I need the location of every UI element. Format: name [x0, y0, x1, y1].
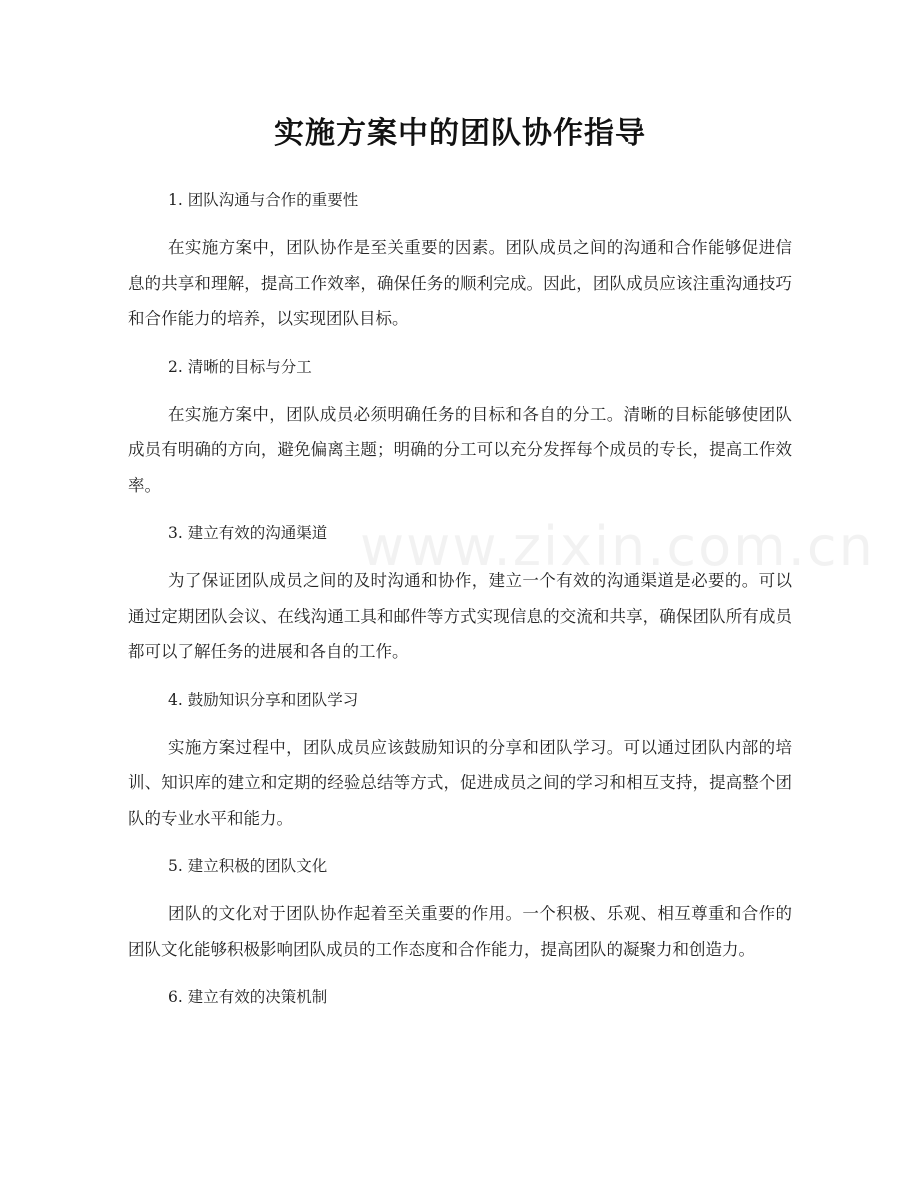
document-title: 实施方案中的团队协作指导: [274, 116, 646, 151]
section-heading-5: 5. 建立积极的团队文化: [168, 857, 328, 875]
section-paragraph-1: 在实施方案中，团队协作是至关重要的因素。团队成员之间的沟通和合作能够促进信息的共享和理解，提高工作效率，确保任务的顺利完成。因此，团队成员应该注重沟通技巧和合作能力的培养，以实现团队目标。: [128, 238, 792, 328]
section-paragraph-2: 在实施方案中，团队成员必须明确任务的目标和各自的分工。清晰的目标能够使团队成员有明确的方向，避免偏离主题；明确的分工可以充分发挥每个成员的专长，提高工作效率。: [128, 404, 792, 495]
section-heading-3: 3. 建立有效的沟通渠道: [168, 524, 328, 542]
section-heading-1: 1. 团队沟通与合作的重要性: [168, 191, 359, 209]
section-paragraph-5: 团队的文化对于团队协作起着至关重要的作用。一个积极、乐观、相互尊重和合作的团队文化能够积极影响团队成员的工作态度和合作能力，提高团队的凝聚力和创造力。: [128, 904, 792, 959]
watermark: www.zixin.com.cn: [360, 515, 875, 578]
section-heading-6: 6. 建立有效的决策机制: [168, 988, 328, 1006]
document-body: [128, 186, 792, 1011]
section-heading-4: 4. 鼓励知识分享和团队学习: [168, 690, 359, 709]
section-heading-2: 2. 清晰的目标与分工: [168, 357, 312, 376]
section-paragraph-4: 实施方案过程中，团队成员应该鼓励知识的分享和团队学习。可以通过团队内部的培训、知识库的建立和定期的经验总结等方式，促进成员之间的学习和相互支持，提高整个团队的专业水平和能力。: [128, 737, 792, 828]
section-paragraph-3: 为了保证团队成员之间的及时沟通和协作，建立一个有效的沟通渠道是必要的。可以通过定期团队会议、在线沟通工具和邮件等方式实现信息的交流和共享，确保团队所有成员都可以了解任务的进展和各自的工作。: [128, 571, 792, 661]
